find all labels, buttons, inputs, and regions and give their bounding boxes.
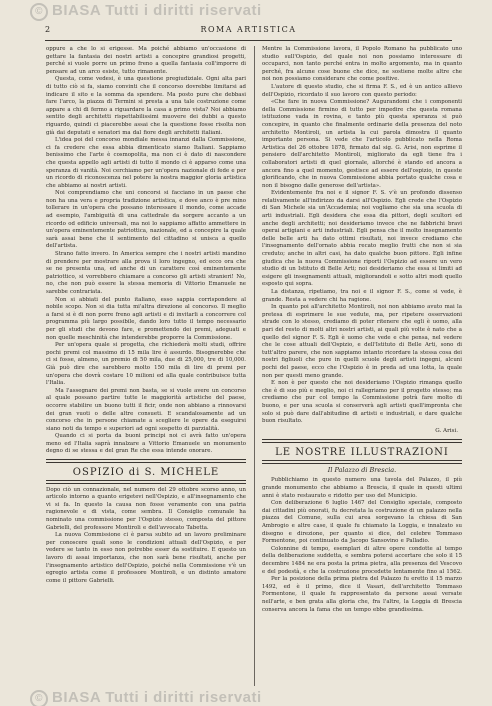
section-divider (46, 459, 246, 463)
copyright-symbol: © (30, 690, 48, 706)
column-divider (254, 46, 255, 686)
watermark-text: BIASA Tutti i diritti riservati (52, 2, 262, 19)
section-divider (262, 460, 462, 464)
running-title: ROMA ARTISTICA (200, 25, 297, 34)
left-column (46, 46, 246, 585)
paragraph: «Che fare in nuova Commissione? Augurandomi che i componenti della Commissione firmino di tutto per impedire che questa romana istituzione vada in rovina, e tanto più questa speranza si può concepire, in quanto che finalmente ordinarie della presenza del noto architetto Montiroli, un artista la cui parola dimostra il quanto importante persona. Si vede che l'articolo pubblicato nella Roma Artistica del 26 ottobre 1878, firmato dal sig. G. Arisi, non esprime il pensiero dell'architetto Montiroli, migliorato da egli tiene fra i collaboratori artisti di quel giornale, allorché è stando ed ancora a ancora fino a quel momento, gestisce ad essere dell'ospizio, in queste glorificando, che in nuova Commissione abbia portato qualche cosa e non il bisogno dalle generose dell'artista». (262, 99, 462, 189)
page-number: 2 (45, 25, 51, 34)
sub-title: Il Palazzo di Brescia. (327, 465, 397, 474)
section-title-ospizio: OSPIZIO di S. MICHELE (72, 467, 220, 479)
watermark-text: BIASA Tutti i diritti riservati (52, 689, 262, 706)
paragraph: Non si abbiati del punto italiano, esso sappia corrispondere al nobile scopo. Non si dia tutta mi'altra direzione al concorso. Il meglio a farsi si è di non porre freno agli artisti e di invitarli a concorrere col programma più largo possibile, dando loro tutto il tempo necessario per gli studi che devono fare, e promettendo dei premi, adeguati e non quelle meschinità che intenderebbe proporre la Commissione. (46, 296, 246, 341)
paragraph: Questa, come vedesi, è una questione pregiudiziale. Ogni alta pari di tutto ciò si fa, siamo convinti che il concorso dovrebbe limitarsi ad indicare il sito e la somma da spendere. Ma posto pure che debbasi fare l'arco, la piazza di Termini si presta a una tale costruzione come appare a chi di fermo a riguardare la casa a primo vista? Noi abbiamo sentito degli architetti rispettabilissimi muovere dei dubbi a questo riguardo, quindi ci piacerebbe assai che la questione fosse risolta non già dai deputati e senatori ma dal fiore degli architetti italiani. (46, 76, 246, 136)
paragraph: Noi comprendiamo che uni concorsi si facciano in un paese che non ha una vera e propria tradizione artistica, e dove anco è pre mino tollerare in un'opera che possano interessare il mondo, come accade ad esempio, l'ambiguità di una cattedrale da sorgere accanto a un ricordo od edificio universali, ma noi lo sappiamo affatto ammettere in un'opera eminentemente patriottica, nazionale, ed a concepire la quale sarà assai bene che il sentimento del cittadino si unisca a quello dell'artista. (46, 190, 246, 250)
paragraph: Per la posizione della prima pietra del Palazzo fu eretto il 15 marzo 1492, ed è il primo, dice il Vasari, dell'architetto Tommaso Formentone, il quale fu rappresentato da persone assai versate nell'arte, e ben grata alla gloria che, fra l'altre, la Loggia di Brescia conserva ancora la fama che un tempo ebbe grandissima. (262, 576, 462, 613)
paragraph: Dopo ciò un connazionale, nel numero del 29 ottobre scorso anno, un articolo intorno a quanto erigetevi nell'Ospizio, e all'insegnamento che vi si fa. In questo la causa non fosse veramente con una patria ragionevole e di vista, come sembra. Il Consiglio comunale ha nominato una commissione per l'Ospizio stesso, composta del pittore Gabrielli, del professore Montiroli e dell'avvocato Tabetta. (46, 486, 246, 531)
paragraph: Quando ci si porta da buoni principi noi ci avrà fatto un'opera meno ed l'Italia saprà innalzare a Vittorio Emanuele un monumento degno di se stessa e del gran Re che essa intende onorare. (46, 433, 246, 455)
paragraph: oppure a che lo si erigesse. Ma poiché abbiamo un'occasione di gettare la fantasia dei nostri artisti a concepire grandiosi progetti, perché si vuole porre un primo freno a quella fantasia coll'imporre di pensare ad un arco esiste, tutto rimanente. (46, 46, 246, 75)
section-divider (46, 480, 246, 484)
watermark-top (30, 2, 262, 21)
section-title-illustrazioni: LE NOSTRE ILLUSTRAZIONI (275, 447, 449, 459)
paragraph: Per un'opera quale si progetta, che richiederà molti studi, offrire pochi premi col massimo di 15 mila lire è assurdo. Bisognerebbe che ci si fosse, almeno, un premio di 50 mila, due di 25,000, tre di 10,000. Già può dire che sarebbero molto 150 mila di lire di premi per un'opera che dovrà costare 10 milioni ed alla quale contribuisce tutta l'Italia. (46, 342, 246, 387)
paragraph: E non è per questo che noi desideriamo l'Ospizio rimanga quello che è di suo più e meglio, noi ci rallegriamo per il progetto stesso; ma crediamo che pur col tempo la Commissione potrà fare molto di buono, e per una scuola si conserverà agli artisti quell'impronta che solo si può dare dall'abitudine di artisti e industriali, e dare qualche buon risultato. (262, 380, 462, 425)
paragraph: La nuova Commissione ci è parsa subito ad un lavoro preliminare per conoscere quali sono le condizioni attuali dell'Ospizio, e per vedere se tanto in esso non potrebbe esser da sostituire. E questo un lavoro di assai importanza, che non sarà bene risultati, anche per l'insegnamento artistico dell'Ospizio, poiché nella Commissione v'è un egregio artista come il professore Montiroli, e un distinto amatore come il pittore Gabrielli. (46, 532, 246, 584)
paragraph: Pubblichiamo in questo numero una tavola del Palazzo, il più grande monumento che abbiamo a Brescia, il quale in questi ultimi anni è stato restaurato e ridotto per uso del Municipio. (262, 477, 462, 499)
paragraph: Colonnine di tempo, esemplari di altre opere condotte al tempo della deliberazione suddetta, e sembra potersi accertare che solo il 15 decembre 1484 ne era posta la prima pietra, alla presenza del Vescovo e del podestà, e che la costruzione procedette lentamente fino al 1562. (262, 545, 462, 575)
paragraph: L'idea poi del concorso mondiale messa innanzi dalla Commissione, ci fa credere che essa abbia dimenticato siamo Italiani. Sappiamo benissimo che l'arte è cosmopolita, ma non ci è dato di nascondere che questa appello agli artisti di tutto il mondo ci è apparso come una speranza di vanità. Noi cerchiamo per un'opera nazionale di fede e per un ricordo di riconoscenza nel potere la nostra maggior gloria artistica che abbiamo ai nostri artisti. (46, 137, 246, 189)
paragraph: In quanto poi all'architetto Montiroli, noi non abbiamo avuto mai la pretesa di esprimere le sue vedute, ma, per ripetere osservazioni strade con lo stesso, crediamo di poter ritenere che egli è uomo, alla pari del resto di molti altri nostri artisti, ai quali più volte è nato che a quello del signor F. S. Egli è uomo che vede e che pensa, nel vedere che le cose attuali dell'Ospizio, e dell'Istituto di Belle Arti, sono di tutt'altro parere, che non sappiamo intanto ricordare la stessa cosa dei nostri figliuoli che pure in quelli scuole degli artisti ingegni, alcuni pochi del paese, ecco che l'Ospizio è in preda ad una lotta, la quale non per questi meno grande. (262, 304, 462, 379)
paragraph: La distanza, ripetiamo, tra noi e il signor F. S., come si vede, è grande. Resta a vedere chi ha ragione. (262, 289, 462, 303)
page-header (45, 24, 452, 41)
paragraph: Ma l'assegnare dei premi non basta, se si vuole avere un concorso al quale possano partire tutte le maggiorità artistiche del paese, occorre stabilire un buono tutti il ficir, onde non abbiano a rinnovarsi dei gran vuoti o delle altre consueti. E scandalosamente ad un concorso che in persone chiamate a scegliere le opere da eseguirsi siano noti da tempo e superiori ad ogni sospetto di parzialità. (46, 387, 246, 432)
paragraph: L'autore di questo studio, che si firma F. S., ed è un antico allievo dell'Ospizio, ricordato il suo lavoro con questo periodo: (262, 83, 462, 98)
paragraph: Strano fatto invero. In America sempre che i nostri artisti mandino di prendere per mostrare alla prova il loro ingegno, ed ecco ora che se ne presenta una, ed anche di un carattere così eminentemente patriottico, si vorrebbero chiamare a concorso gli artisti stranieri! No, no, che non può essere la stessa memoria di Vittorio Emanuele ne sarebbe contrariata. (46, 251, 246, 295)
copyright-symbol: © (30, 3, 48, 21)
watermark-bottom (30, 689, 262, 706)
author-signature: G. Arisi. (435, 427, 458, 434)
right-column (262, 46, 462, 614)
paragraph: Mentre la Commissione lavora, il Popolo Romano ha pubblicato uno studio sull'Ospizio, del quale noi non possiamo interessare di occuparci, non tanto perché entra in molto argomento, ma in quanto perché, fra alcune cose buone che dice, ne sostiene molte altre che noi non possiamo considerare che come positive. (262, 46, 462, 83)
section-divider (262, 439, 462, 443)
paragraph: Evidentemente fra noi e il signor F. S. v'è un profondo dissenso relativamente all'indirizzo da darsi all'Ospizio. Egli crede che l'Ospizio di San Michele sia un'Accademia; noi vogliamo che sia una scuola di arti industriali. Egli desidera che essa dia pittori, degli scultori ed anche degli architetti; noi desideriamo invece che ne fabbrichi bravi operai artigiani e arti industriali. Egli pensa che il molto insegnamento delle belle arti ha dato ottimi risultati, noi invece crediamo che l'insegnamento dell'ornato abbia recato meglio frutti che non si sia creduto; anche in altri casi, ha dato qualche buon pittore. Egli infine giudica che la nuova Commissione riporti l'Ospizio ad essere un vero studio di un Istituto di Belle Arti; noi desideriamo che essa si limiti ad esigere gli insegnamenti attuali, migliorandoli e sotto altri modi quello esposto qui sopra. (262, 190, 462, 288)
paragraph: Con deliberazione 6 luglio 1467 del Consiglio speciale, composto dai cittadini più onorati, fu decretata la costruzione di un palazzo nella piazza del Comune, sulla cui area sorgevano la chiesa di San Ambrogio e altre case, il quale fu chiamato la Loggia, e innalzato su disegno e direzione, per quanto si dice, del celebre Tommaso Formentone, poi continuato da Jacopo Sansovino e Palladio. (262, 500, 462, 545)
